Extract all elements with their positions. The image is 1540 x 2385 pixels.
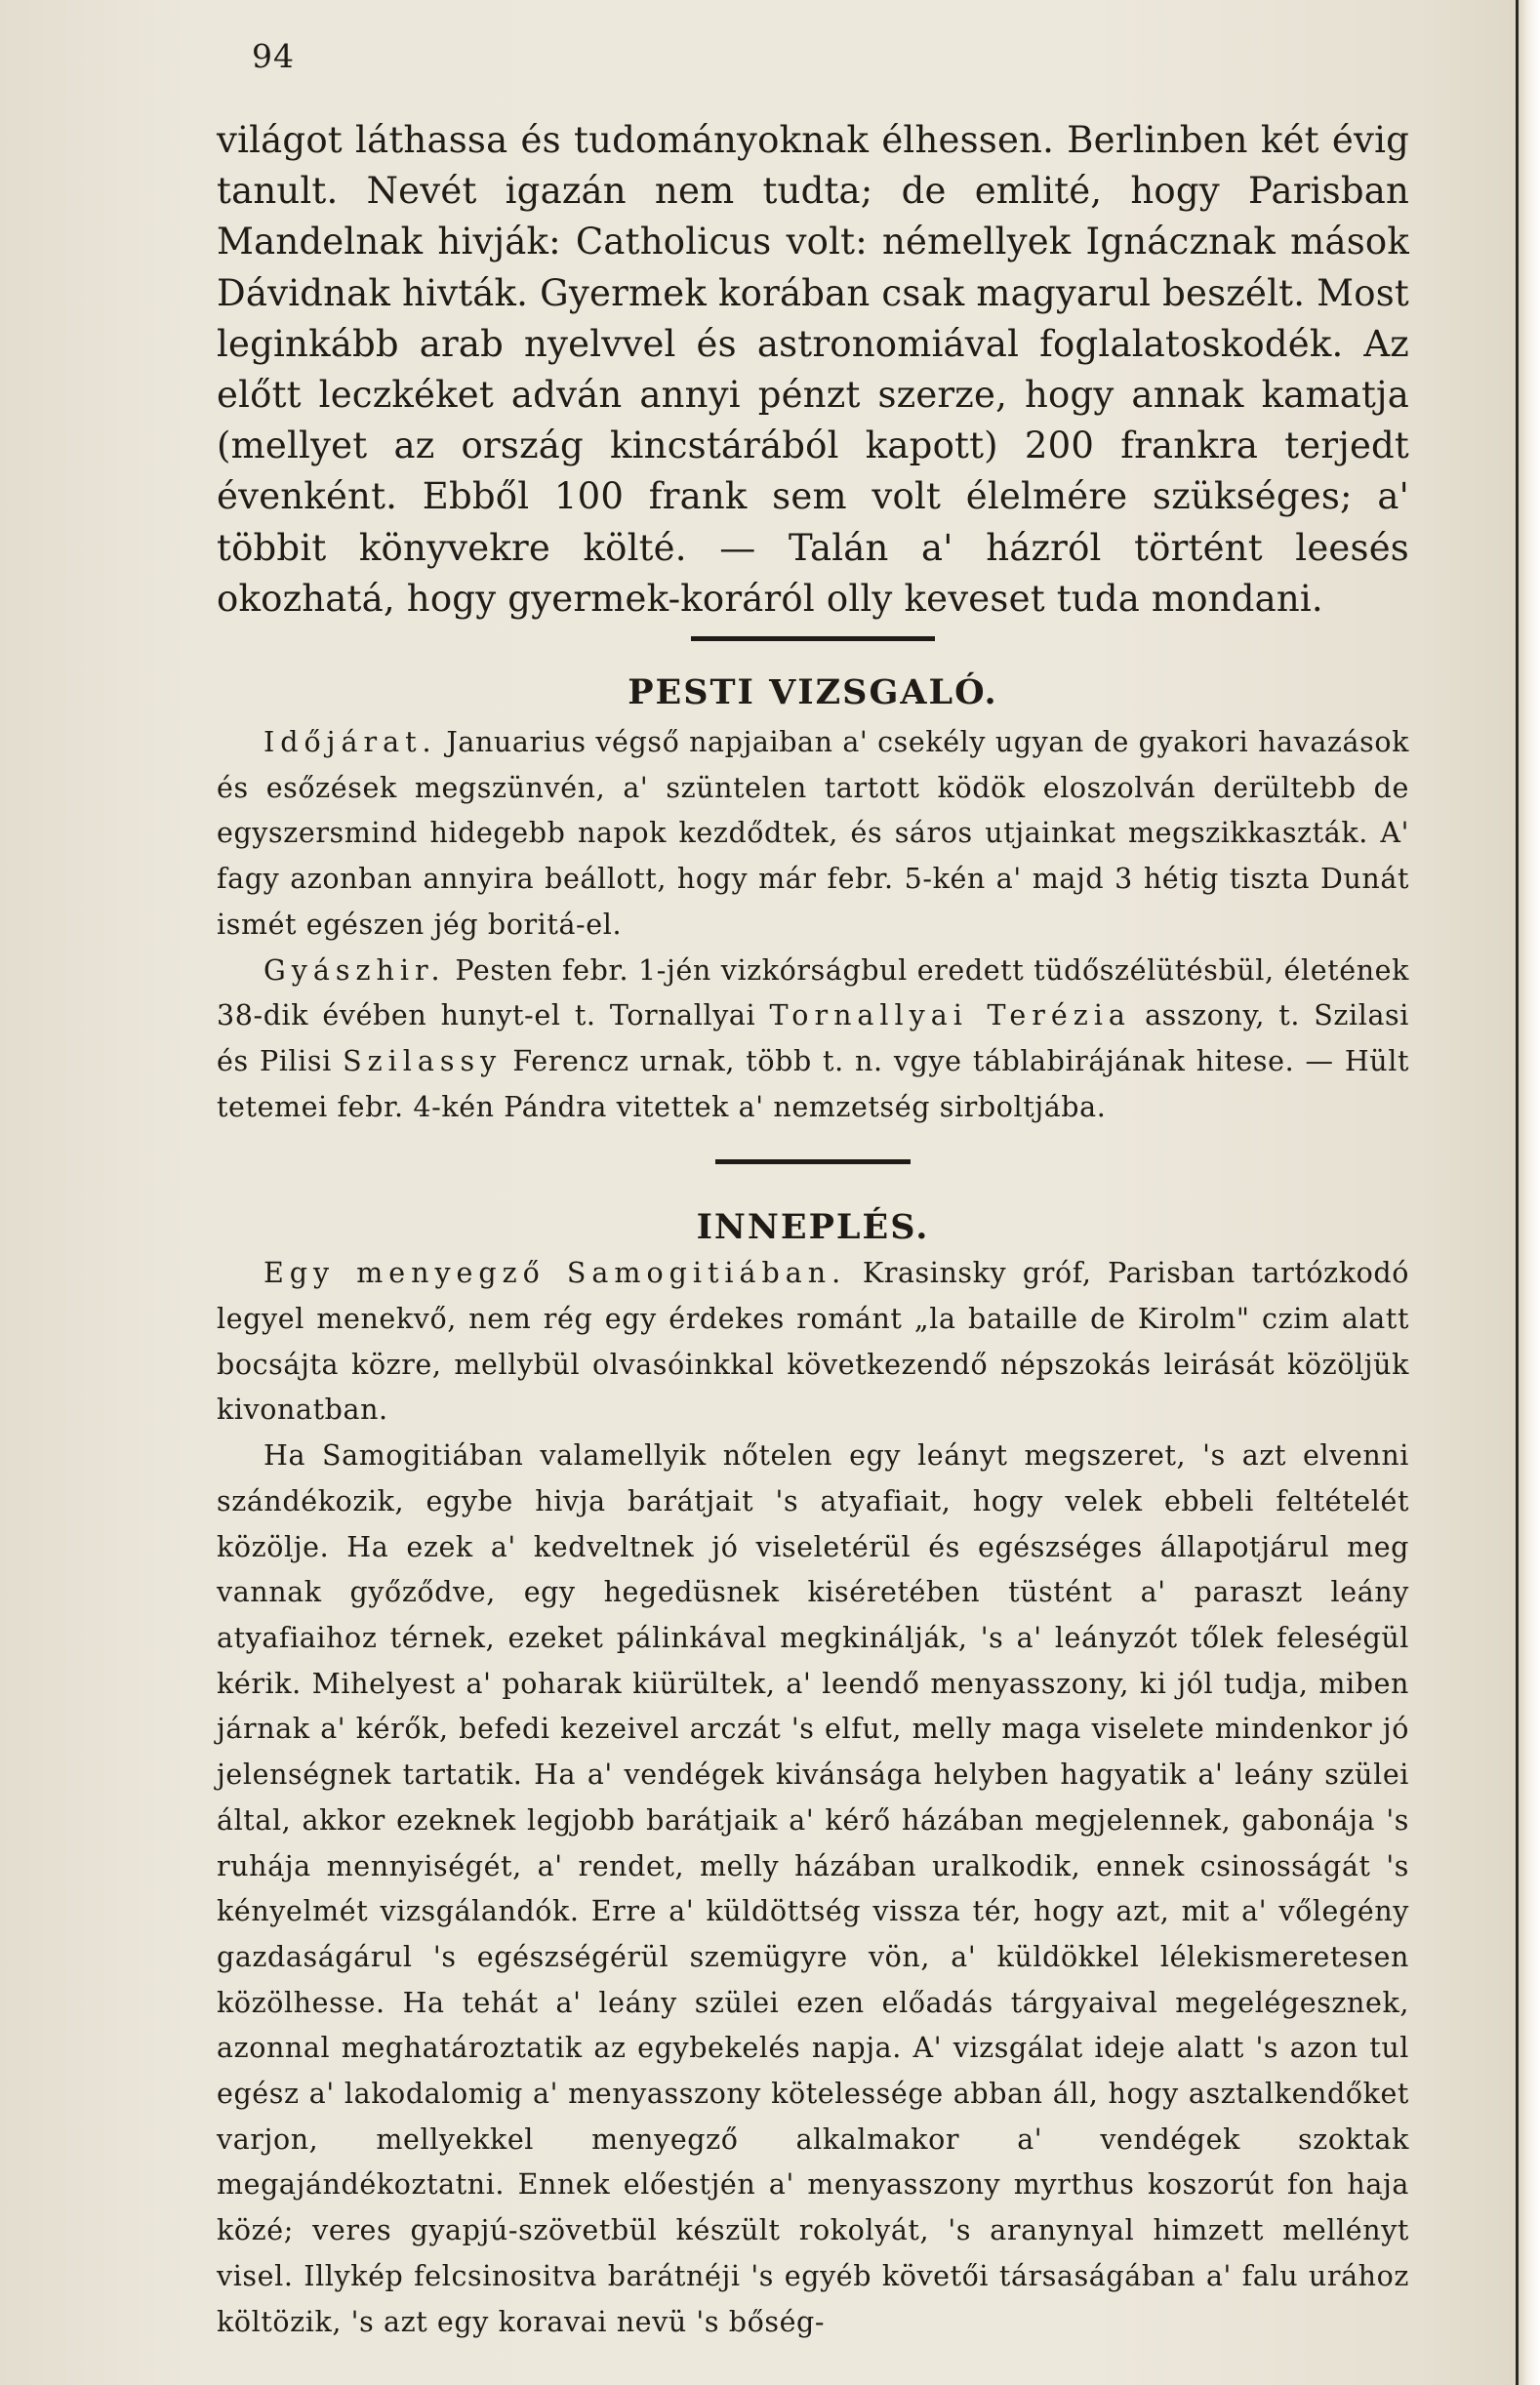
page-edge bbox=[1516, 0, 1540, 2385]
obituary-paragraph bbox=[217, 949, 1409, 1131]
obituary-label: Gyászhir. bbox=[263, 953, 446, 987]
weather-paragraph bbox=[217, 720, 1409, 949]
wedding-main-paragraph: Ha Samogitiában valamellyik nőtelen egy leányt megszeret, 's azt elvenni szándékozik, egybe hivja barátjait 's atyafiait, hogy velek ebbeli feltételét közölje. Ha ezek a' kedveltnek jó viseletérül és egészséges állapotjárul meg vannak győződve, egy hegedüsnek kiséretében tüstént a' paraszt leány atyafiaihoz térnek, ezeket pálinkával megkinálják, 's a' leányzót tőlek feleségül kérik. Mihelyest a' poharak kiürültek, a' leendő menyasszony, ki jól tudja, miben járnak a' kérők, befedi kezeivel arczát 's elfut, melly maga viselete mindenkor jó jelenségnek tartatik. Ha a' vendégek kivánsága helyben hagyatik a' leány szülei által, akkor ezeknek legjobb barátjaik a' kérő házában megjelennek, gabonája 's ruhája mennyiségét, a' rendet, melly házában uralkodik, ennek csinosságát 's kényelmét vizsgálandók. Erre a' küldöttség vissza tér, hogy azt, mit a' vőlegény gazdaságárul 's egészségérül szemügyre vön, a' küldökkel lélekismeretesen közölhesse. Ha tehát a' leány szülei ezen előadás tárgyaival megelégesznek, azonnal meghatároztatik az egybekelés napja. A' vizsgálat ideje alatt 's azon tul egész a' lakodalomig a' menyasszony kötelessége abban áll, hogy asztalkendőket varjon, mellyekkel menyegző alkalmakor a' vendégek szoktak megajándékoztatni. Ennek előestjén a' menyasszony myrthus koszorút fon haja közé; veres gyapjú-szövetbül készült rokolyát, 's aranynyal himzett mellényt visel. Illykép felcsinositva barátnéji 's egyéb követői társaságában a' falu urához költözik, 's azt egy koravai nevü 's bőség- bbox=[217, 1439, 1409, 2338]
wedding-label: Egy menyegző Samogitiában. bbox=[263, 1257, 847, 1290]
section-divider-rule bbox=[691, 636, 935, 641]
obituary-text-b: asszony, t. Szilasi és Pilisi bbox=[217, 999, 1409, 1077]
obituary-text-a: Pesten febr. 1-jén vizkórságbul eredett tüdőszélütésbül, életének 38-dik évében hunyt-el t. Tornallyai bbox=[217, 953, 1409, 1032]
section-heading-inneples: INNEPLÉS. bbox=[696, 1207, 930, 1248]
wedding-intro-paragraph bbox=[217, 1251, 1409, 1434]
weather-label: Időjárat. bbox=[263, 726, 437, 759]
obituary-text-c: Ferencz urnak, több t. n. vgye táblabirájának hitese. — Hült tetemei febr. 4-kén Pándra vitettek a' nemzetség sirboltjába. bbox=[217, 1044, 1410, 1123]
weather-text: Januarius végső napjaiban a' csekély ugyan de gyakori havazások és esőzések megszünvén, a' szüntelen tartott ködök eloszolván derültebb de egyszersmind hidegebb napok kezdődtek, és sáros utjainkat megszikkaszták. A' fagy azonban annyira beállott, hogy már febr. 5-kén a' majd 3 hétig tiszta Dunát ismét egészen jég boritá-el. bbox=[217, 726, 1409, 941]
obituary-name-b: Szilassy bbox=[343, 1044, 503, 1077]
text-column bbox=[217, 115, 1409, 2345]
intro-paragraph: világot láthassa és tudományoknak élhessen. Berlinben két évig tanult. Nevét igazán nem tudta; de emlité, hogy Parisban Mandelnak hivják: Catholicus volt: némellyek Ignácznak mások Dávidnak hivták. Gyermek korában csak magyarul beszélt. Most leginkább arab nyelvvel és astronomiával foglalatoskodék. Az előtt leczkéket adván annyi pénzt szerze, hogy annak kamatja (mellyet az ország kincstárából kapott) 200 frankra terjedt évenként. Ebből 100 frank sem volt élelmére szükséges; a' többit könyvekre költé. — Talán a' házról történt leesés okozhatá, hogy gyermek-koráról olly keveset tuda mondani. bbox=[217, 119, 1409, 620]
section-divider-rule bbox=[715, 1159, 911, 1164]
page-number: 94 bbox=[252, 37, 295, 75]
obituary-name-a: Tornallyai Terézia bbox=[769, 999, 1131, 1032]
wedding-text: Krasinsky gróf, Parisban tartózkodó legyel menekvő, nem rég egy érdekes románt „la bataille de Kirolm" czim alatt bocsájta közre, mellybül olvasóinkkal következendő népszokás leirását közöljük kivonatban. bbox=[217, 1257, 1409, 1427]
section-heading-pesti-vizsgalo: PESTI VIZSGALÓ. bbox=[628, 672, 998, 713]
